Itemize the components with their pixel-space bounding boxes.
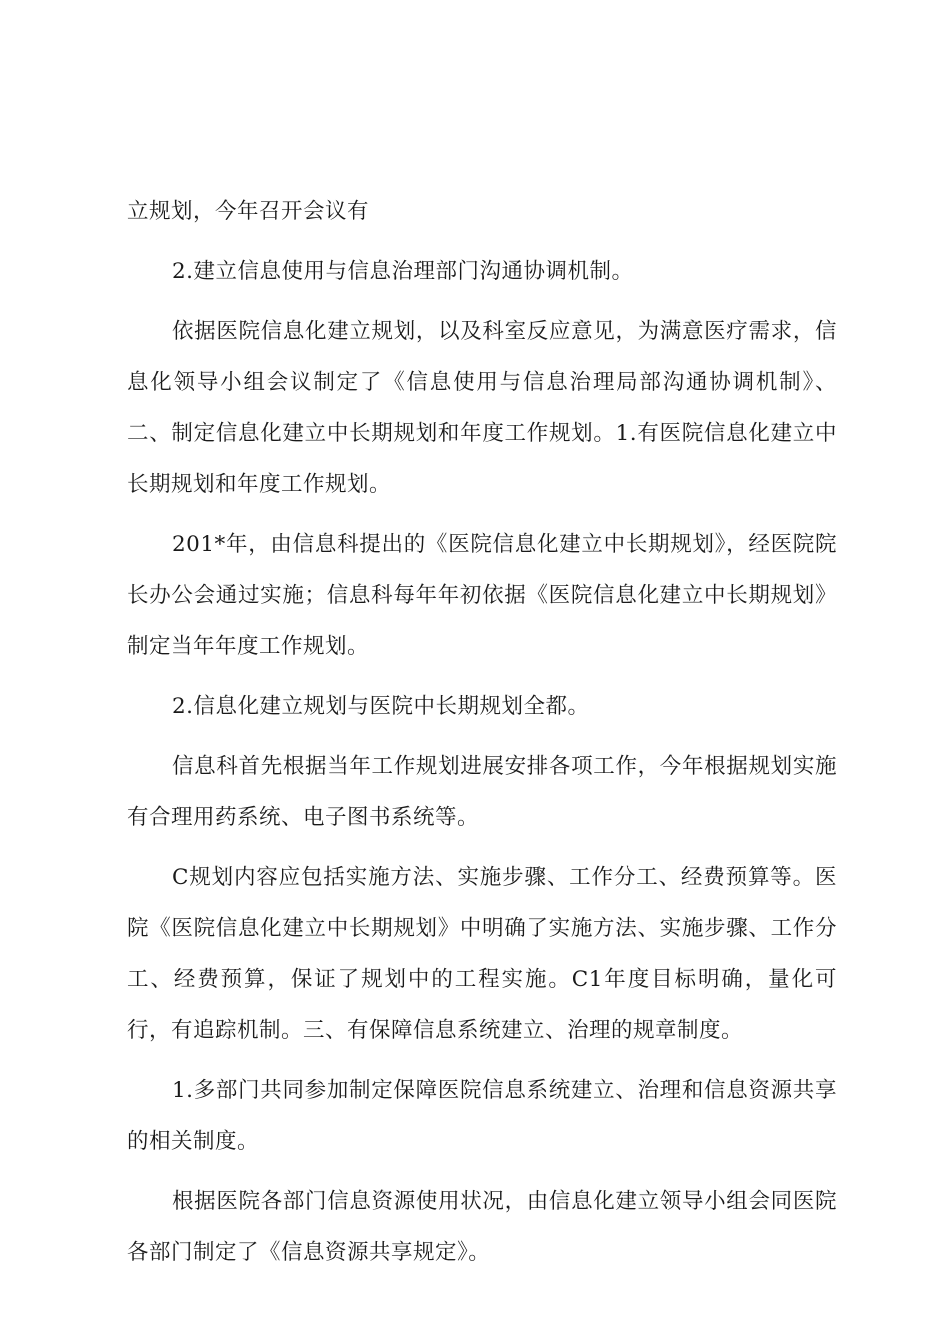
- paragraph-1: 立规划，今年召开会议有: [127, 199, 370, 224]
- paragraph-7: C规划内容应包括实施方法、实施步骤、工作分工、经费预算等。医院《医院信息化建立中长期规划》中明确了实施方法、实施步骤、工作分工、经费预算，保证了规划中的工程实施。C1年度目标明确，量化可行，有追踪机制。三、有保障信息系统建立、治理的规章制度。: [127, 865, 837, 1043]
- paragraph-4: 201*年，由信息科提出的《医院信息化建立中长期规划》，经医院院长办公会通过实施；信息科每年年初依据《医院信息化建立中长期规划》制定当年年度工作规划。: [127, 532, 837, 659]
- paragraph-3: 依据医院信息化建立规划，以及科室反应意见，为满意医疗需求，信息化领导小组会议制定了《信息使用与信息治理局部沟通协调机制》、二、制定信息化建立中长期规划和年度工作规划。1.有医院信息化建立中长期规划和年度工作规划。: [127, 319, 837, 497]
- paragraph-5: 2.信息化建立规划与医院中长期规划全都。: [172, 694, 590, 719]
- paragraph-6: 信息科首先根据当年工作规划进展安排各项工作，今年根据规划实施有合理用药系统、电子图书系统等。: [127, 754, 837, 830]
- paragraph-2: 2.建立信息使用与信息治理部门沟通协调机制。: [172, 259, 634, 284]
- document-body: [127, 186, 837, 1287]
- paragraph-9: 根据医院各部门信息资源使用状况，由信息化建立领导小组会同医院各部门制定了《信息资源共享规定》。: [127, 1189, 837, 1265]
- paragraph-8: 1.多部门共同参加制定保障医院信息系统建立、治理和信息资源共享的相关制度。: [127, 1078, 837, 1154]
